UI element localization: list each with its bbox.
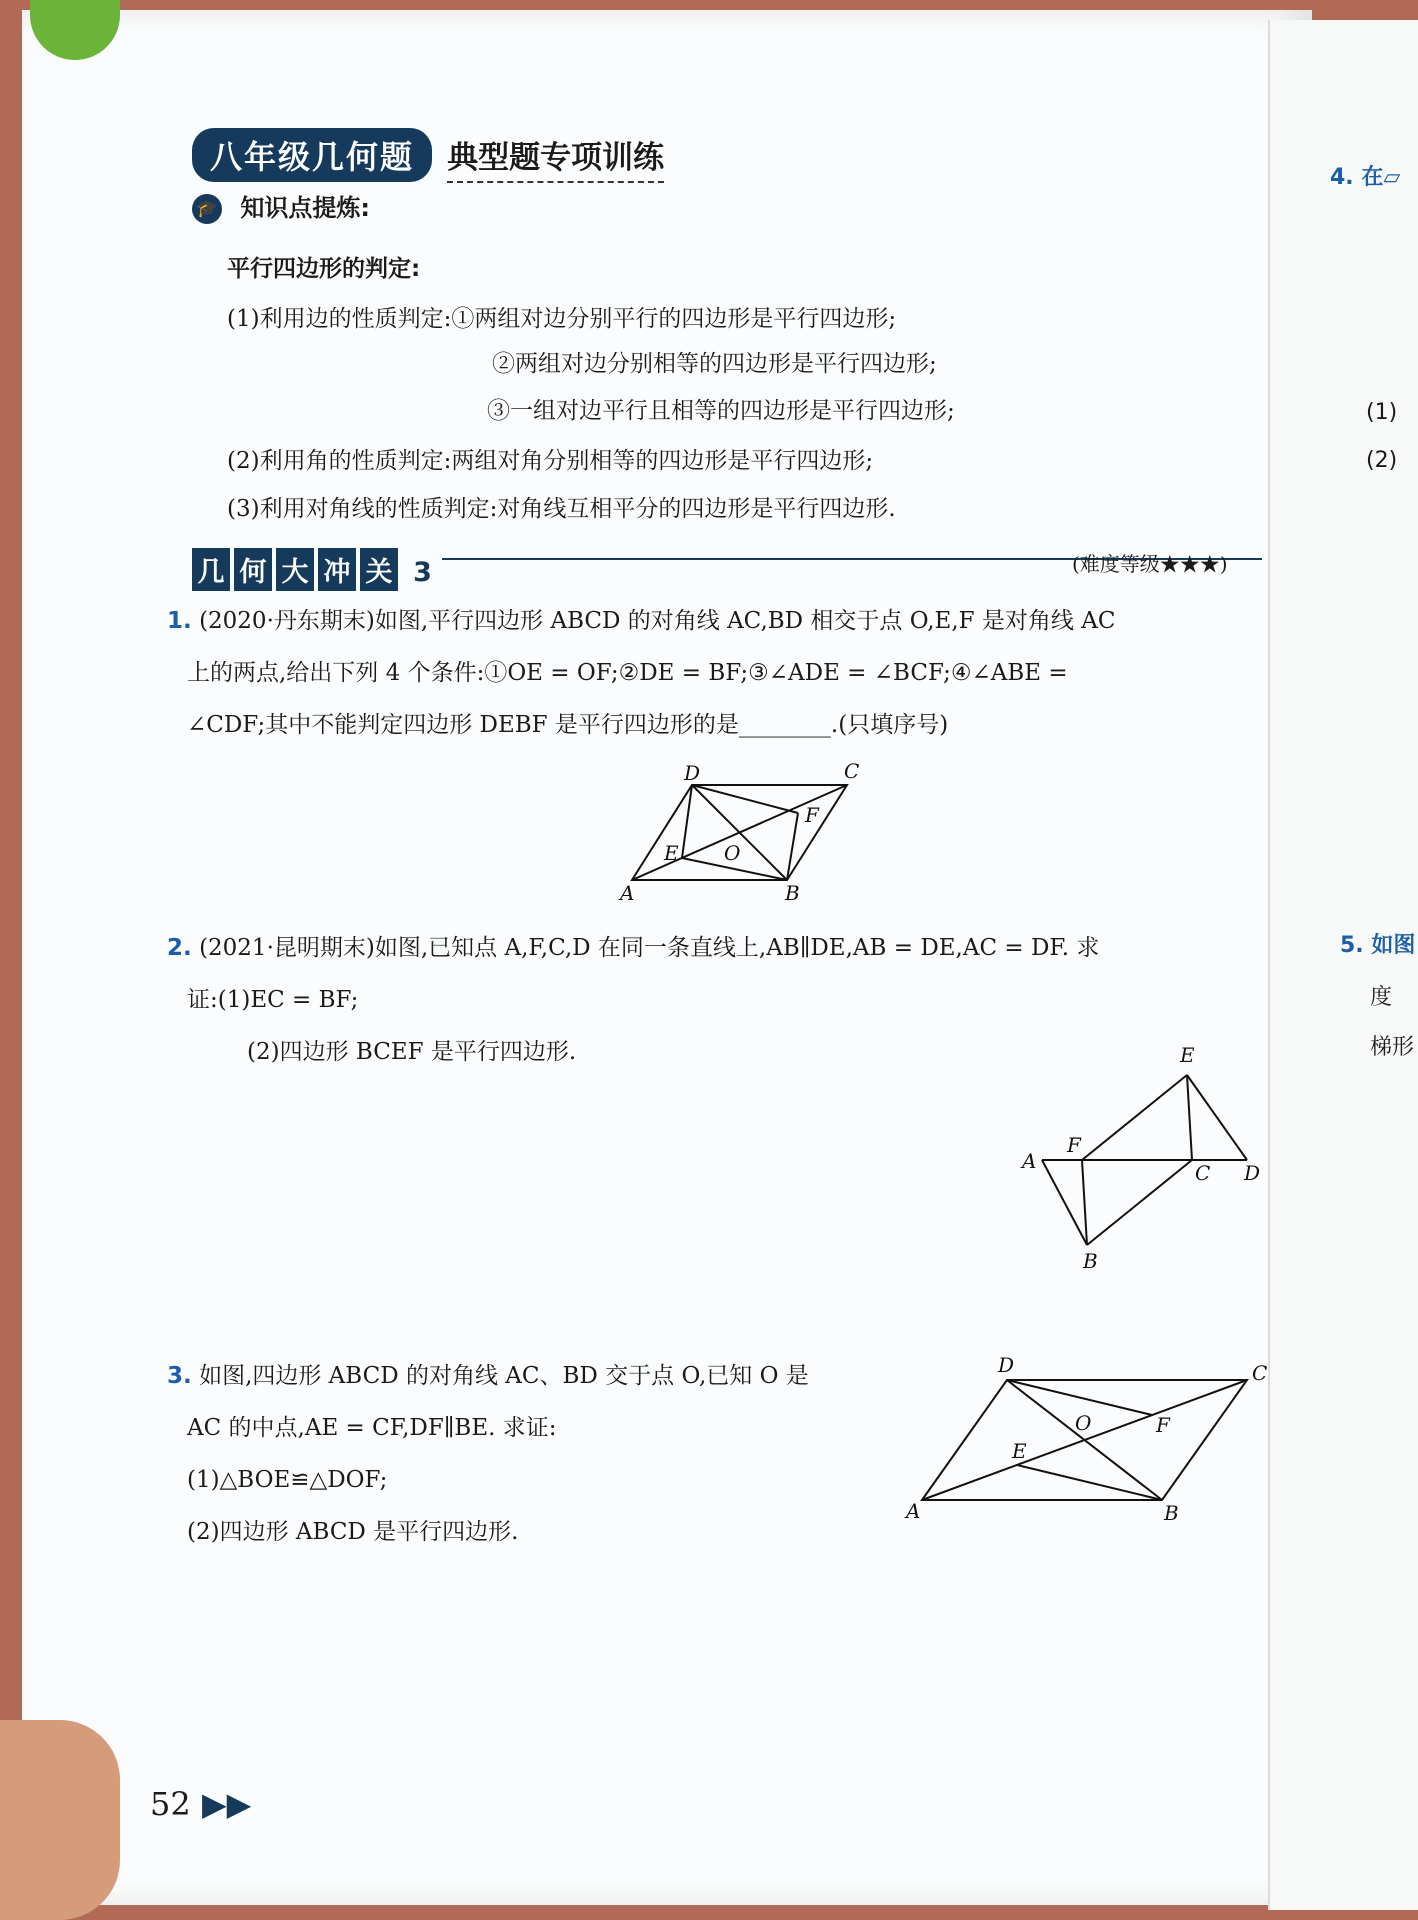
knowledge-heading: 平行四边形的判定: <box>227 256 421 282</box>
section-badge <box>192 548 432 591</box>
label-e: E <box>1180 1043 1195 1067</box>
knowledge-line-5: (3)利用对角线的性质判定:对角线互相平分的四边形是平行四边形. <box>227 496 896 522</box>
label-c: C <box>844 760 860 783</box>
label-f: F <box>1067 1133 1081 1157</box>
question-text: AC 的中点,AE = CF,DF∥BE. 求证: <box>187 1415 557 1441</box>
adjacent-q5-line: 度 <box>1370 985 1393 1010</box>
knowledge-title <box>192 188 370 224</box>
segment-de <box>682 785 692 858</box>
segment-ec <box>1187 1075 1192 1160</box>
section-number: 3 <box>413 557 432 588</box>
label-a: A <box>1022 1149 1037 1173</box>
knowledge-line-2: ②两组对边分别相等的四边形是平行四边形; <box>492 351 937 377</box>
adjacent-page <box>1268 20 1418 1910</box>
label-d: D <box>1244 1161 1261 1185</box>
adjacent-q4-line: (1) <box>1366 400 1398 425</box>
grade-badge: 八年级几何题 <box>192 128 432 182</box>
label-b: B <box>1083 1249 1098 1273</box>
segment-bf <box>1082 1160 1087 1245</box>
knowledge-title-text: 知识点提炼: <box>240 194 370 222</box>
forward-arrows-icon: ▶▶ <box>202 1785 252 1823</box>
header-banner <box>192 128 664 183</box>
difficulty-rating: (难度等级★★★) <box>1072 552 1228 576</box>
question-text: 如图,四边形 ABCD 的对角线 AC、BD 交于点 O,已知 O 是 <box>199 1363 809 1389</box>
knowledge-line-1: (1)利用边的性质判定:①两组对边分别平行的四边形是平行四边形; <box>227 306 897 332</box>
question-number: 1. <box>167 608 192 634</box>
label-a: A <box>906 1499 921 1523</box>
segment-ab <box>1042 1160 1087 1245</box>
question-number: 2. <box>167 935 192 961</box>
label-f: F <box>805 803 819 827</box>
segment-df <box>692 785 798 813</box>
segment-fe <box>1082 1075 1187 1160</box>
label-b: B <box>785 881 800 905</box>
adjacent-q5: 5. 如图 <box>1340 933 1416 958</box>
label-d: D <box>998 1353 1015 1377</box>
diagonal-bd <box>692 785 787 880</box>
question-text: (2021·昆明期末)如图,已知点 A,F,C,D 在同一条直线上,AB∥DE,AB = DE,AC = DF. 求 <box>199 935 1100 961</box>
knowledge-line-3: ③一组对边平行且相等的四边形是平行四边形; <box>487 398 955 424</box>
graduation-cap-icon: 🎓 <box>192 194 222 224</box>
page-number: 52 <box>150 1785 191 1823</box>
figure-2 <box>1017 1030 1267 1290</box>
section-char: 何 <box>234 548 272 591</box>
header-subtitle: 典型题专项训练 <box>447 132 664 183</box>
question-3 <box>167 1350 927 1558</box>
question-text: (2)四边形 BCEF 是平行四边形. <box>247 1039 577 1065</box>
question-text: (2)四边形 ABCD 是平行四边形. <box>187 1519 519 1545</box>
question-text: 证:(1)EC = BF; <box>187 987 359 1013</box>
knowledge-line-4: (2)利用角的性质判定:两组对角分别相等的四边形是平行四边形; <box>227 448 874 474</box>
section-char: 几 <box>192 548 230 591</box>
section-char: 大 <box>276 548 314 591</box>
section-char: 关 <box>360 548 398 591</box>
question-text: 上的两点,给出下列 4 个条件:①OE = OF;②DE = BF;③∠ADE = ∠BCF;④∠ABE = <box>187 660 1068 686</box>
question-text: ∠CDF;其中不能判定四边形 DEBF 是平行四边形的是________.(只填序号) <box>187 712 949 738</box>
label-d: D <box>684 761 701 785</box>
question-1 <box>167 595 1287 751</box>
question-text: (2020·丹东期末)如图,平行四边形 ABCD 的对角线 AC,BD 相交于点 O,E,F 是对角线 AC <box>199 608 1116 634</box>
label-f: F <box>1156 1413 1170 1437</box>
label-o: O <box>724 841 741 865</box>
label-o: O <box>1075 1411 1092 1435</box>
label-b: B <box>1164 1501 1179 1525</box>
label-a: A <box>620 881 635 905</box>
adjacent-q4: 4. 在▱ <box>1330 165 1401 190</box>
adjacent-q4-line: (2) <box>1366 448 1398 473</box>
figure-3 <box>902 1350 1272 1530</box>
label-c: C <box>1195 1161 1211 1185</box>
segment-ed <box>1187 1075 1247 1160</box>
label-e: E <box>1012 1439 1027 1463</box>
figure-1 <box>602 760 862 910</box>
label-c: C <box>1252 1361 1268 1385</box>
question-number: 3. <box>167 1363 192 1389</box>
question-text: (1)△BOE≌△DOF; <box>187 1467 388 1493</box>
section-char: 冲 <box>318 548 356 591</box>
thumb <box>0 1720 120 1920</box>
segment-bc <box>1087 1160 1192 1245</box>
book-page <box>22 10 1312 1905</box>
label-e: E <box>664 841 679 865</box>
adjacent-q5-line: 梯形 <box>1370 1035 1415 1060</box>
